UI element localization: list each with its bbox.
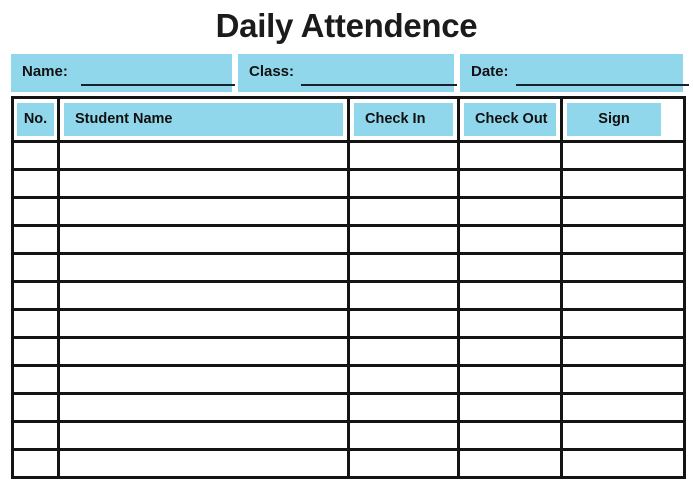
- column-header-check-out: [459, 98, 562, 142]
- cell-check-out[interactable]: [459, 226, 562, 254]
- date-field-underline: [516, 84, 689, 86]
- cell-no[interactable]: [13, 422, 59, 450]
- attendance-table: [11, 96, 686, 479]
- cell-no[interactable]: [13, 450, 59, 478]
- name-field-label: Name:: [22, 63, 68, 80]
- cell-check-out[interactable]: [459, 366, 562, 394]
- table-row: [13, 450, 685, 478]
- cell-check-out[interactable]: [459, 142, 562, 170]
- table-row: [13, 394, 685, 422]
- cell-check-out[interactable]: [459, 338, 562, 366]
- name-field-underline: [81, 84, 235, 86]
- column-header-check-in: [349, 98, 459, 142]
- cell-check-in[interactable]: [349, 310, 459, 338]
- cell-check-out[interactable]: [459, 282, 562, 310]
- cell-sign[interactable]: [562, 366, 685, 394]
- cell-check-out[interactable]: [459, 422, 562, 450]
- cell-student-name[interactable]: [59, 198, 349, 226]
- name-field-box[interactable]: [11, 54, 232, 92]
- cell-check-in[interactable]: [349, 142, 459, 170]
- class-field-box[interactable]: [238, 54, 454, 92]
- table-row: [13, 170, 685, 198]
- cell-no[interactable]: [13, 142, 59, 170]
- cell-no[interactable]: [13, 170, 59, 198]
- cell-check-in[interactable]: [349, 394, 459, 422]
- cell-check-in[interactable]: [349, 170, 459, 198]
- cell-check-out[interactable]: [459, 170, 562, 198]
- table-header-row: [13, 98, 685, 142]
- cell-check-in[interactable]: [349, 338, 459, 366]
- cell-no[interactable]: [13, 282, 59, 310]
- cell-sign[interactable]: [562, 310, 685, 338]
- table-row: [13, 310, 685, 338]
- table-row: [13, 338, 685, 366]
- column-header-student-name: [59, 98, 349, 142]
- table-body: [13, 142, 685, 478]
- cell-check-out[interactable]: [459, 450, 562, 478]
- cell-sign[interactable]: [562, 142, 685, 170]
- cell-check-in[interactable]: [349, 226, 459, 254]
- cell-no[interactable]: [13, 338, 59, 366]
- table-row: [13, 198, 685, 226]
- cell-student-name[interactable]: [59, 282, 349, 310]
- column-header-sign: [562, 98, 685, 142]
- cell-sign[interactable]: [562, 422, 685, 450]
- column-header-no: [13, 98, 59, 142]
- cell-student-name[interactable]: [59, 366, 349, 394]
- cell-student-name[interactable]: [59, 170, 349, 198]
- column-header-student-name-label: Student Name: [64, 103, 343, 136]
- table-row: [13, 366, 685, 394]
- cell-check-in[interactable]: [349, 366, 459, 394]
- cell-student-name[interactable]: [59, 338, 349, 366]
- cell-check-out[interactable]: [459, 198, 562, 226]
- column-header-check-out-label: Check Out: [464, 103, 556, 136]
- cell-student-name[interactable]: [59, 142, 349, 170]
- table-row: [13, 254, 685, 282]
- cell-sign[interactable]: [562, 254, 685, 282]
- table-row: [13, 282, 685, 310]
- cell-check-in[interactable]: [349, 450, 459, 478]
- cell-student-name[interactable]: [59, 422, 349, 450]
- class-field-label: Class:: [249, 63, 295, 80]
- cell-sign[interactable]: [562, 198, 685, 226]
- page-title: Daily Attendence: [215, 7, 478, 44]
- cell-check-in[interactable]: [349, 422, 459, 450]
- column-header-sign-label: Sign: [567, 103, 661, 136]
- date-field-label: Date:: [471, 63, 509, 80]
- date-field-box[interactable]: [460, 54, 683, 92]
- cell-sign[interactable]: [562, 226, 685, 254]
- cell-no[interactable]: [13, 310, 59, 338]
- cell-check-out[interactable]: [459, 394, 562, 422]
- cell-sign[interactable]: [562, 394, 685, 422]
- cell-no[interactable]: [13, 366, 59, 394]
- table-row: [13, 142, 685, 170]
- cell-student-name[interactable]: [59, 450, 349, 478]
- cell-student-name[interactable]: [59, 226, 349, 254]
- info-row: [11, 54, 683, 92]
- cell-check-out[interactable]: [459, 254, 562, 282]
- cell-sign[interactable]: [562, 450, 685, 478]
- cell-sign[interactable]: [562, 170, 685, 198]
- cell-sign[interactable]: [562, 282, 685, 310]
- cell-student-name[interactable]: [59, 394, 349, 422]
- cell-sign[interactable]: [562, 338, 685, 366]
- cell-check-in[interactable]: [349, 254, 459, 282]
- class-field-underline: [301, 84, 457, 86]
- cell-check-out[interactable]: [459, 310, 562, 338]
- column-header-no-label: No.: [17, 103, 54, 136]
- cell-check-in[interactable]: [349, 282, 459, 310]
- table-row: [13, 226, 685, 254]
- cell-student-name[interactable]: [59, 254, 349, 282]
- column-header-check-in-label: Check In: [354, 103, 453, 136]
- cell-check-in[interactable]: [349, 198, 459, 226]
- table-row: [13, 422, 685, 450]
- cell-no[interactable]: [13, 394, 59, 422]
- cell-student-name[interactable]: [59, 310, 349, 338]
- cell-no[interactable]: [13, 198, 59, 226]
- cell-no[interactable]: [13, 226, 59, 254]
- cell-no[interactable]: [13, 254, 59, 282]
